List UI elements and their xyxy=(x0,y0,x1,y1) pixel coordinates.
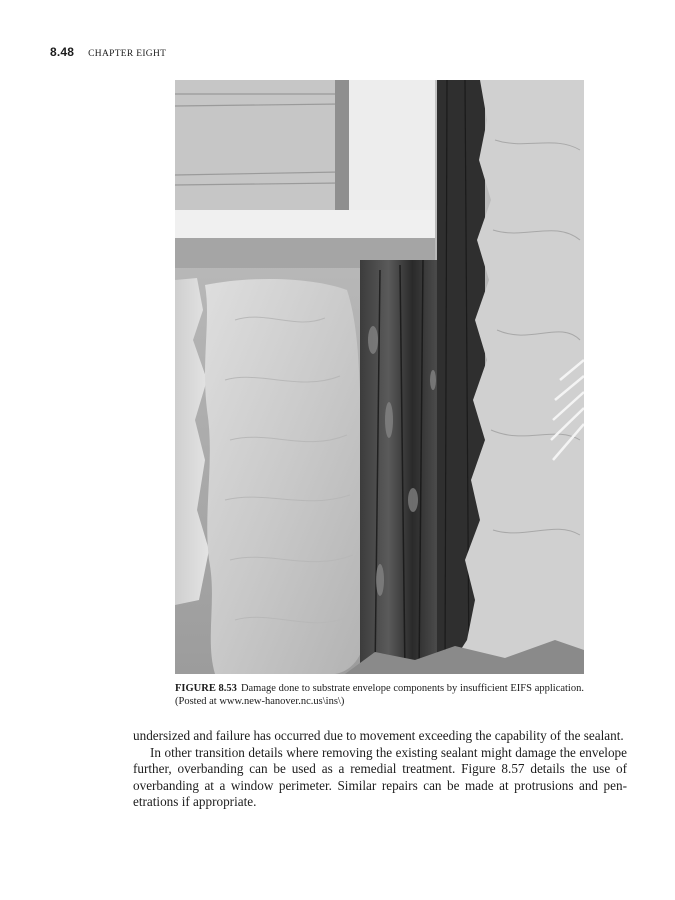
paragraph-continuation: undersized and failure has occurred due to movement exceeding the capability of the sealant. xyxy=(133,728,624,743)
page-number: 8.48 xyxy=(50,45,75,59)
shutter-edge xyxy=(335,80,349,212)
figure-label: FIGURE 8.53 xyxy=(175,683,237,694)
window-frame xyxy=(349,80,435,230)
figure-caption-text: Damage done to substrate envelope components by insufficient EIFS application. (Posted at www.new-hanover.nc.us\ins\) xyxy=(175,683,584,707)
body-text xyxy=(133,728,627,811)
window-sill xyxy=(175,210,435,238)
window-shutter xyxy=(175,80,355,230)
chapter-title: CHAPTER EIGHT xyxy=(88,49,167,59)
figure-caption xyxy=(175,682,584,708)
insulation-batt xyxy=(205,279,368,674)
paragraph-overbanding: In other transition details where removing the existing sealant might damage the envelope further, overbanding can be used as a remedial treatment. Figure 8.57 details the use of overbanding at a window perimeter. Similar repairs can be made at protrusions and penetrations if appropriate. xyxy=(133,744,627,809)
running-header xyxy=(50,45,166,63)
figure-photo xyxy=(175,80,584,674)
